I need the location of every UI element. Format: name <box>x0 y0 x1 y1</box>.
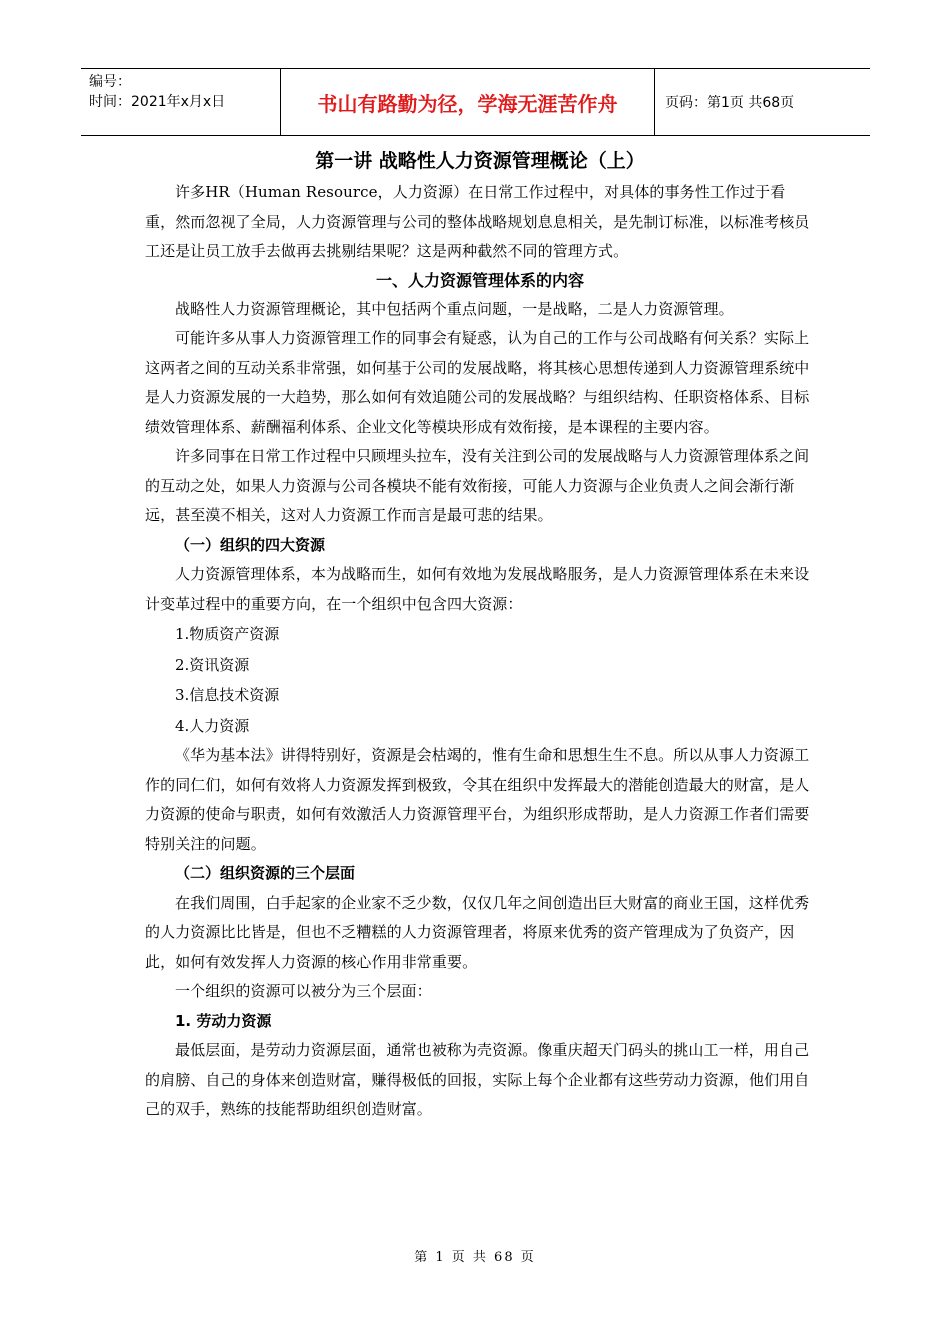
document-body <box>145 148 815 1125</box>
intro-paragraph: 许多HR（Human Resource，人力资源）在日常工作过程中，对具体的事务性工作过于看重，然而忽视了全局，人力资源管理与公司的整体战略规划息息相关，是先制订标准，以标准考核员工还是让员工放手去做再去挑剔结果呢？这是两种截然不同的管理方式。 <box>145 183 810 260</box>
section-paragraph: 战略性人力资源管理概论，其中包括两个重点问题，一是战略，二是人力资源管理。 <box>175 299 734 318</box>
subsection-paragraph: 《华为基本法》讲得特别好，资源是会枯竭的，惟有生命和思想生生不息。所以从事人力资源工作的同仁们，如何有效将人力资源发挥到极致，令其在组织中发挥最大的潜能创造最大的财富，是人力资源的使命与职责，如何有效激活人力资源管理平台，为组织形成帮助，是人力资源工作者们需要特别关注的问题。 <box>145 746 810 853</box>
section-paragraph: 可能许多从事人力资源管理工作的同事会有疑惑，认为自己的工作与公司战略有何关系？实际上这两者之间的互动关系非常强，如何基于公司的发展战略，将其核心思想传递到人力资源管理系统中是人力资源发展的一大趋势，那么如何有效追随公司的发展战略？与组织结构、任职资格体系、目标绩效管理体系、薪酬福利体系、企业文化等模块形成有效衔接，是本课程的主要内容。 <box>145 329 810 436</box>
list-item: 4.人力资源 <box>175 716 250 735</box>
header-motto: 书山有路勤为径，学海无涯苦作舟 <box>281 69 655 135</box>
header-meta <box>81 69 281 135</box>
list-item: 1.物质资产资源 <box>175 625 280 643</box>
list-item: 2.资讯资源 <box>175 655 250 674</box>
section-paragraph: 许多同事在日常工作过程中只顾埋头拉车，没有关注到公司的发展战略与人力资源管理体系之间的互动之处，如果人力资源与公司各模块不能有效衔接，可能人力资源与企业负责人之间会渐行渐远，甚至漠不相关，这对人力资源工作而言是最可悲的结果。 <box>145 447 810 524</box>
header-page-info: 页码：第1页 共68页 <box>665 95 795 111</box>
document-date: 时间：2021年x月x日 <box>89 94 226 110</box>
level-heading: 1. 劳动力资源 <box>175 1011 272 1030</box>
subsection-heading: （二）组织资源的三个层面 <box>175 864 356 882</box>
list-item: 3.信息技术资源 <box>175 686 280 704</box>
page-footer: 第 1 页 共 68 页 <box>414 1250 536 1265</box>
subsection-heading: （一）组织的四大资源 <box>175 535 326 554</box>
page-header <box>81 68 870 136</box>
document-title: 第一讲 战略性人力资源管理概论（上） <box>315 150 645 172</box>
subsection-paragraph: 一个组织的资源可以被分为三个层面： <box>175 982 432 1000</box>
section-heading: 一、人力资源管理体系的内容 <box>375 270 584 290</box>
level-paragraph: 最低层面，是劳动力资源层面，通常也被称为壳资源。像重庆超天门码头的挑山工一样，用自己的肩膀、自己的身体来创造财富，赚得极低的回报，实际上每个企业都有这些劳动力资源，他们用自己的双手，熟练的技能帮助组织创造财富。 <box>145 1041 810 1118</box>
subsection-paragraph: 人力资源管理体系，本为战略而生，如何有效地为发展战略服务，是人力资源管理体系在未来设计变革过程中的重要方向，在一个组织中包含四大资源： <box>145 565 810 613</box>
subsection-paragraph: 在我们周围，白手起家的企业家不乏少数，仅仅几年之间创造出巨大财富的商业王国，这样优秀的人力资源比比皆是，但也不乏糟糕的人力资源管理者，将原来优秀的资产管理成为了负资产，因此，如何有效发挥人力资源的核心作用非常重要。 <box>145 893 810 971</box>
document-number-label: 编号： <box>89 74 131 90</box>
